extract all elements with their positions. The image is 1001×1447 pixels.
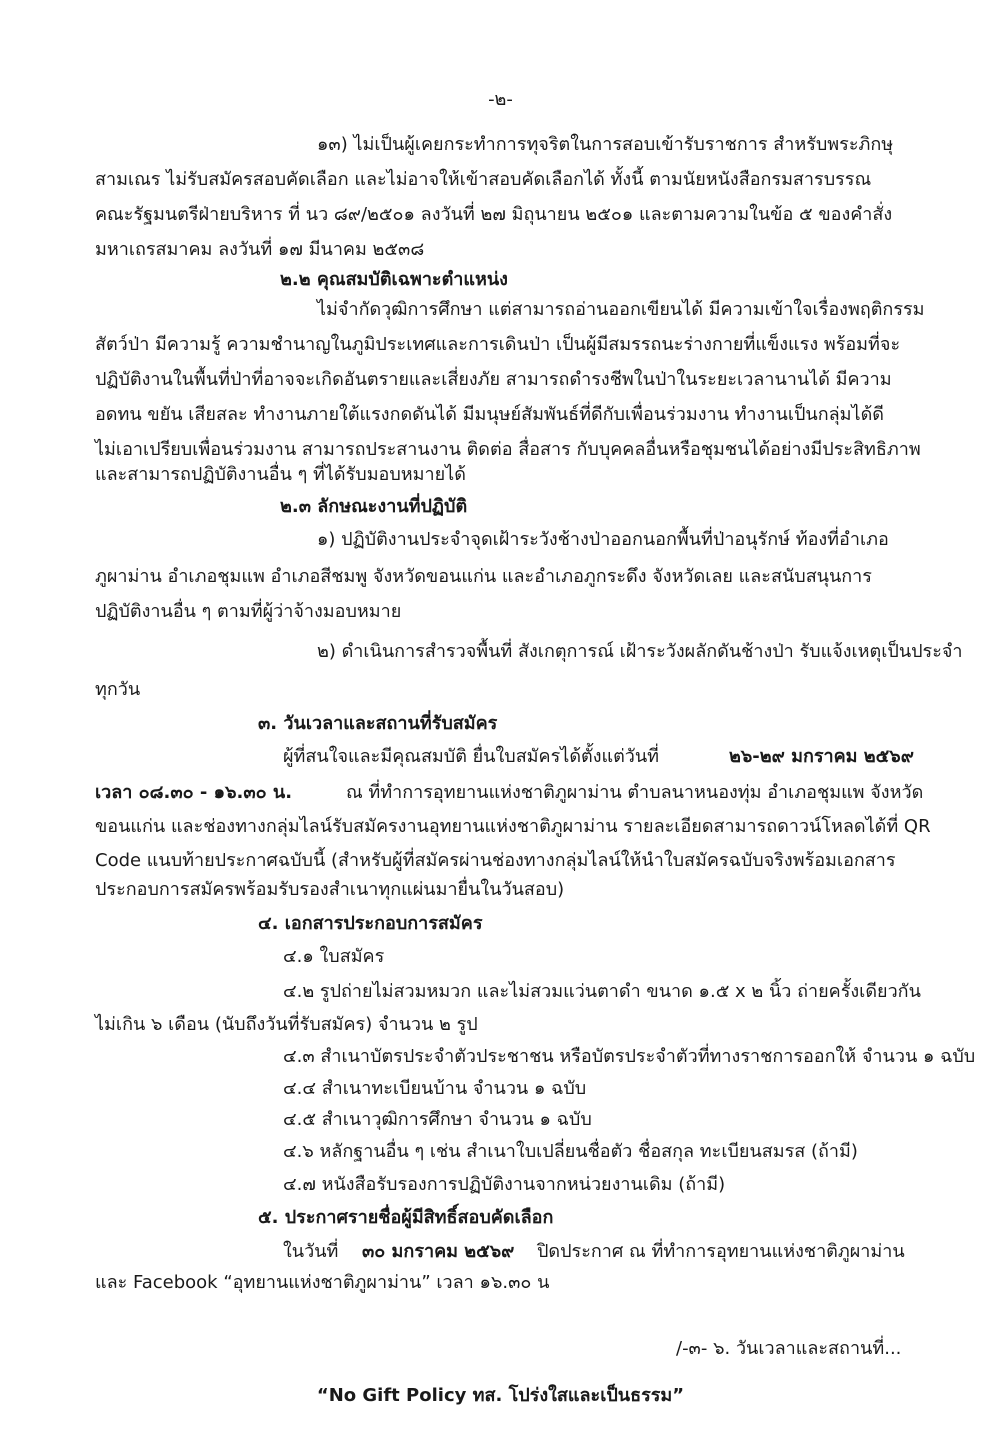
- document-page: -๒- ๑๓) ไม่เป็นผู้เคยกระทำการทุจริตในการสอบเข้ารับราชการ สำหรับพระภิกษุ สามเณร ไม่รับสมัครสอบคัดเลือก และไม่อาจให้เข้าสอบคัดเลือกได้ ทั้งนี้ ตามนัยหนังสือกรมสารบรรณ คณะรัฐมนตรีฝ่ายบริหาร ที่ นว ๘๙/๒๕๐๑ ลงวันที่ ๒๗ มิถุนายน ๒๕๐๑ และตามความในข้อ ๕ ของคำสั่ง มหาเถรสมาคม ลงวันที่ ๑๗ มีนาคม ๒๕๓๘ ๒.๒ คุณสมบัติเฉพาะตำแหน่ง ไม่จำกัดวุฒิการศึกษา แต่สามารถอ่านออกเขียนได้ มีความเข้าใจเรื่องพฤติกรรม สัตว์ป่า มีความรู้ ความชำนาญในภูมิประเทศและการเดินป่า เป็นผู้มีสมรรถนะร่างกายที่แข็งแรง พร้อมที่จะ ปฏิบัติงานในพื้นที่ป่าที่อาจจะเกิดอันตรายและเสี่ยงภัย สามารถดำรงชีพในป่าในระยะเวลานานได้ มีความ อดทน ขยัน เสียสละ ทำงานภายใต้แรงกดดันได้ มีมนุษย์สัมพันธ์ที่ดีกับเพื่อนร่วมงาน ทำงานเป็นกลุ่มได้ดี ไม่เอาเปรียบเพื่อนร่วมงาน สามารถประสานงาน ติดต่อ สื่อสาร กับบุคคลอื่นหรือชุมชนได้อย่างมีประสิทธิภาพ และสามารถปฏิบัติงานอื่น ๆ ที่ได้รับมอบหมายได้ ๒.๓ ลักษณะงานที่ปฏิบัติ ๑) ปฏิบัติงานประจำจุดเฝ้าระวังช้างป่าออกนอกพื้นที่ป่าอนุรักษ์ ท้องที่อำเภอ ภูผาม่าน อำเภอชุมแพ อำเภอสีชมพู จังหวัดขอนแก่น และอำเภอภูกระดึง จังหวัดเลย และสนับสนุนการ ปฏิบัติงานอื่น ๆ ตามที่ผู้ว่าจ้างมอบหมาย ๒) ดำเนินการสำรวจพื้นที่ สังเกตุการณ์ เฝ้าระวังผลักดันช้างป่า รับแจ้งเหตุเป็นประจำ ทุกวัน ๓. วันเวลาและสถานที่รับสมัคร ผู้ที่สนใจและมีคุณสมบัติ ยื่นใบสมัครได้ตั้งแต่วันที่ ๒๖-๒๙ มกราคม ๒๕๖๙ เวลา ๐๘.๓๐ - ๑๖.๓๐ น. ณ ที่ทำการอุทยานแห่งชาติภูผาม่าน ตำบลนาหนองทุ่ม อำเภอชุมแพ จังหวัด ขอนแก่น และช่องทางกลุ่มไลน์รับสมัครงานอุทยานแห่งชาติภูผาม่าน รายละเอียดสามารถดาวน์โหลดได้ที่ QR Code แนบท้ายประกาศฉบับนี้ (สำหรับผู้ที่สมัครผ่านช่องทางกลุ่มไลน์ให้นำใบสมัครฉบับจริงพร้อมเอกสาร ประกอบการสมัครพร้อมรับรองสำเนาทุกแผ่นมายื่นในวันสอบ) ๔. เอกสารประกอบการสมัคร ๔.๑ ใบสมัคร ๔.๒ รูปถ่ายไม่สวมหมวก และไม่สวมแว่นตาดำ ขนาด ๑.๕ x ๒ นิ้ว ถ่ายครั้งเดียวกัน ไม่เกิน ๖ เดือน (นับถึงวันที่รับสมัคร) จำนวน ๒ รูป ๔.๓ สำเนาบัตรประจำตัวประชาชน หรือบัตรประจำตัวที่ทางราชการออกให้ จำนวน ๑ ฉบับ ๔.๔ สำเนาทะเบียนบ้าน จำนวน ๑ ฉบับ ๔.๕ สำเนาวุฒิการศึกษา จำนวน ๑ ฉบับ ๔.๖ หลักฐานอื่น ๆ เช่น สำเนาใบเปลี่ยนชื่อตัว ชื่อสกุล ทะเบียนสมรส (ถ้ามี) ๔.๗ หนังสือรับรองการปฏิบัติงานจากหน่วยงานเดิม (ถ้ามี) ๕. ประกาศรายชื่อผู้มีสิทธิ์สอบคัดเลือก ในวันที่ ๓๐ มกราคม ๒๕๖๙ ปิดประกาศ ณ ที่ทำการอุทยานแห่งชาติภูผาม่าน และ Facebook “อุทยานแห่งชาติภูผาม่าน” เวลา ๑๖.๓๐ น /-๓- ๖. วันเวลาและสถานที่... “No Gift Policy ทส. โปร่งใสและเป็นธรรม”: [95, 89, 976, 1406]
